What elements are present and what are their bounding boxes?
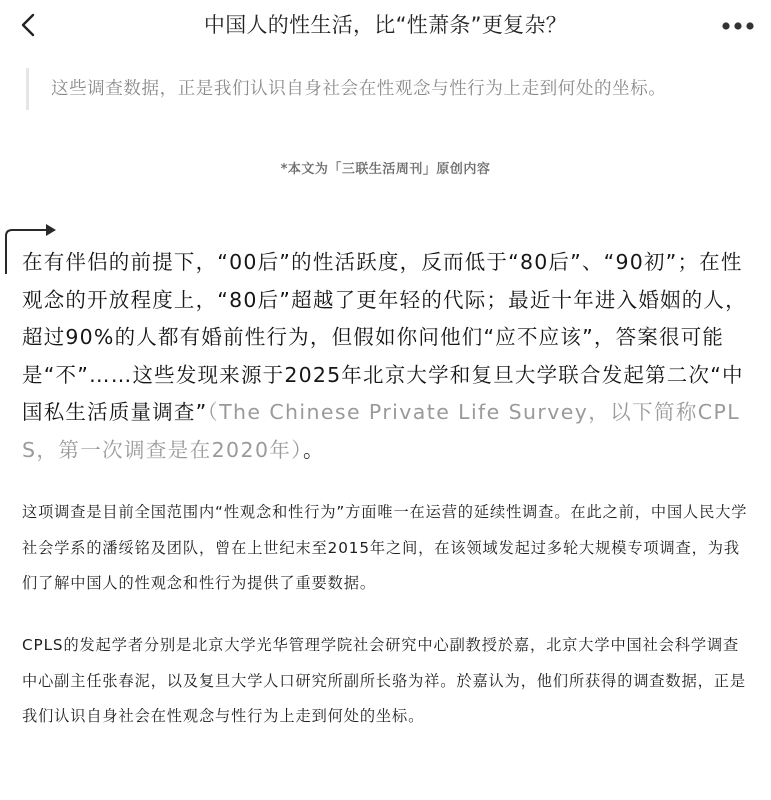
back-button[interactable] [14,10,44,40]
body-paragraph: CPLS的发起学者分别是北京大学光华管理学院社会研究中心副教授於嘉，北京大学中国社会科学调查中心副主任张春泥，以及复旦大学人口研究所副所长骆为祥。於嘉认为，他们所获得的调查数据，正是我们认识自身社会在性观念与性行为上走到何处的坐标。 [22,636,746,725]
lead-gray-note: （The Chinese Private Life Survey，以下简称CPLS，第一次调查是在2020年） [22,400,741,462]
summary-quote: 这些调查数据，正是我们认识自身社会在性观念与性行为上走到何处的坐标。 [26,68,756,110]
source-note: *本文为「三联生活周刊」原创内容 [280,162,491,177]
more-dots-icon [721,16,755,36]
more-options-button[interactable] [721,16,755,36]
chevron-left-icon [14,10,44,40]
lead-paragraph [22,244,750,469]
lead-end-text: 。 [302,437,325,462]
top-navigation-bar [0,0,771,52]
lead-main-text: 在有伴侣的前提下，“00后”的性活跃度，反而低于“80后”、“90初”；在性观念的开放程度上，“80后”超越了更年轻的代际；最近十年进入婚姻的人，超过90%的人都有婚前性行为，但假如你问他们“应不应该”，答案很可能是“不”……这些发现来源于2025年北京大学和复旦大学联合发起第二次“中国私生活质量调查” [22,250,747,424]
page-title: 中国人的性生活，比“性萧条”更复杂？ [203,13,568,37]
body-paragraph: 这项调查是目前全国范围内“性观念和性行为”方面唯一在运营的延续性调查。在此之前，中国人民大学社会学系的潘绥铭及团队，曾在上世纪末至2015年之间，在该领域发起过多轮大规模专项调查，为我们了解中国人的性观念和性行为提供了重要数据。 [22,503,748,592]
